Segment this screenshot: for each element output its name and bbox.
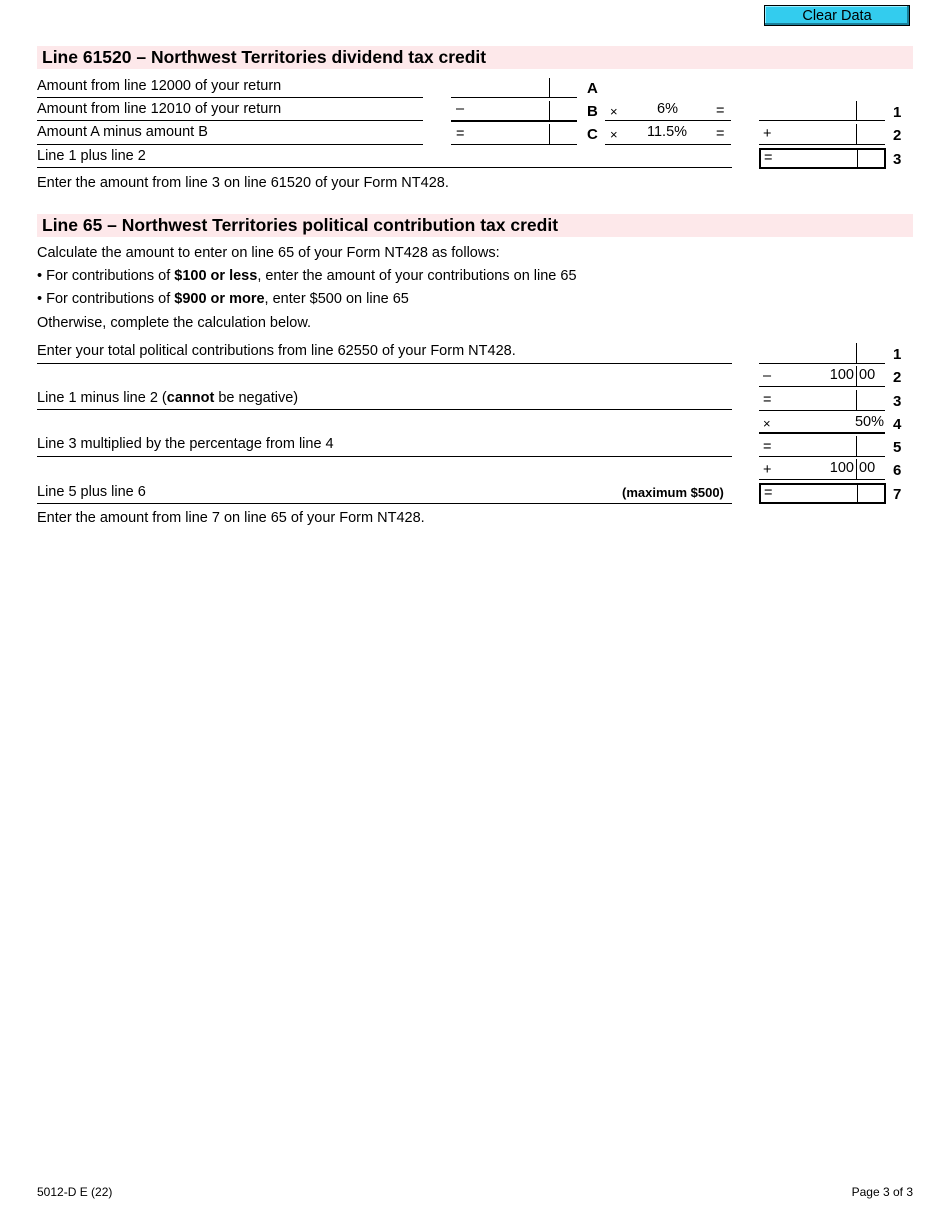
divider <box>37 97 423 98</box>
section-title-line-61520: Line 61520 – Northwest Territories dividend tax credit <box>37 46 913 69</box>
multiply-operator: × <box>610 104 618 119</box>
section1-instruction: Enter the amount from line 3 on line 61520 of your Form NT428. <box>37 175 449 191</box>
row-b-label: Amount from line 12010 of your return <box>37 101 282 117</box>
line-number-3: 3 <box>893 393 902 410</box>
multiply-operator: × <box>763 416 771 431</box>
equals-operator: = <box>716 126 725 142</box>
maximum-note: (maximum $500) <box>622 485 724 500</box>
line-1-amount-input[interactable] <box>759 101 885 121</box>
multiply-operator: × <box>610 127 618 142</box>
row-3-label: Line 1 plus line 2 <box>37 148 146 164</box>
line-3-total-input[interactable] <box>759 148 886 169</box>
pc-line-4-percent: 50% <box>759 413 885 433</box>
amount-b-input[interactable] <box>451 101 577 121</box>
plus-operator: + <box>763 462 772 478</box>
pc-line-1-amount-input[interactable] <box>759 343 885 363</box>
divider <box>37 120 423 121</box>
pc-line-2-amount: 100 00 <box>759 366 885 386</box>
section2-instruction: Enter the amount from line 7 on line 65 of your Form NT428. <box>37 510 425 526</box>
amount-c-input[interactable] <box>451 124 577 144</box>
letter-c: C <box>587 126 598 143</box>
bullet-item-900-or-more: • For contributions of $900 or more, enter $500 on line 65 <box>37 291 409 307</box>
pc-line-1-label: Enter your total political contributions from line 62550 of your Form NT428. <box>37 343 516 359</box>
otherwise-text: Otherwise, complete the calculation below. <box>37 315 312 331</box>
pc-line-6-amount: 100 00 <box>759 459 885 479</box>
equals-operator: = <box>716 103 725 119</box>
row-c-label: Amount A minus amount B <box>37 124 208 140</box>
divider <box>605 144 731 145</box>
line-number-2: 2 <box>893 369 902 386</box>
pc-line-7-label: Line 5 plus line 6 <box>37 484 146 500</box>
minus-operator: – <box>763 368 772 384</box>
equals-operator: = <box>764 485 773 501</box>
equals-operator: = <box>456 126 465 142</box>
row-a-label: Amount from line 12000 of your return <box>37 78 282 94</box>
form-identifier: 5012-D E (22) <box>37 1185 113 1199</box>
divider <box>37 456 732 457</box>
equals-operator: = <box>764 150 773 166</box>
pc-line-7-total-input[interactable] <box>759 483 886 504</box>
line-number-3: 3 <box>893 151 902 168</box>
divider <box>605 120 731 121</box>
line-2-amount-input[interactable] <box>759 124 885 144</box>
equals-operator: = <box>763 392 772 408</box>
bullet-icon: • <box>37 291 43 307</box>
divider <box>37 167 732 168</box>
divider <box>37 144 423 145</box>
equals-operator: = <box>763 439 772 455</box>
rate-6-percent: 6% <box>657 101 678 117</box>
bullet-icon: • <box>37 268 43 284</box>
pc-line-5-label: Line 3 multiplied by the percentage from line 4 <box>37 436 334 452</box>
amount-a-input[interactable] <box>451 78 577 97</box>
pc-line-5-amount-input[interactable] <box>759 436 885 456</box>
divider <box>37 503 732 504</box>
line-number-5: 5 <box>893 439 902 456</box>
line-number-4: 4 <box>893 416 902 433</box>
pc-line-3-label: Line 1 minus line 2 (cannot be negative) <box>37 390 299 406</box>
clear-data-button[interactable]: Clear Data <box>764 5 910 26</box>
bullet-item-100-or-less: • For contributions of $100 or less, enter the amount of your contributions on line 65 <box>37 268 577 284</box>
line-number-2: 2 <box>893 127 902 144</box>
plus-operator: + <box>763 126 772 142</box>
rate-11-5-percent: 11.5% <box>647 124 688 140</box>
line-number-7: 7 <box>893 486 902 503</box>
divider <box>37 409 732 410</box>
minus-operator: – <box>456 101 465 117</box>
pc-line-3-amount-input[interactable] <box>759 390 885 410</box>
letter-b: B <box>587 103 598 120</box>
line-number-1: 1 <box>893 104 902 121</box>
section2-intro: Calculate the amount to enter on line 65 of your Form NT428 as follows: <box>37 245 500 261</box>
line-number-1: 1 <box>893 346 902 363</box>
section-title-line-65: Line 65 – Northwest Territories political contribution tax credit <box>37 214 913 237</box>
page-number: Page 3 of 3 <box>851 1185 913 1199</box>
line-number-6: 6 <box>893 462 902 479</box>
divider <box>37 363 732 364</box>
letter-a: A <box>587 80 598 97</box>
